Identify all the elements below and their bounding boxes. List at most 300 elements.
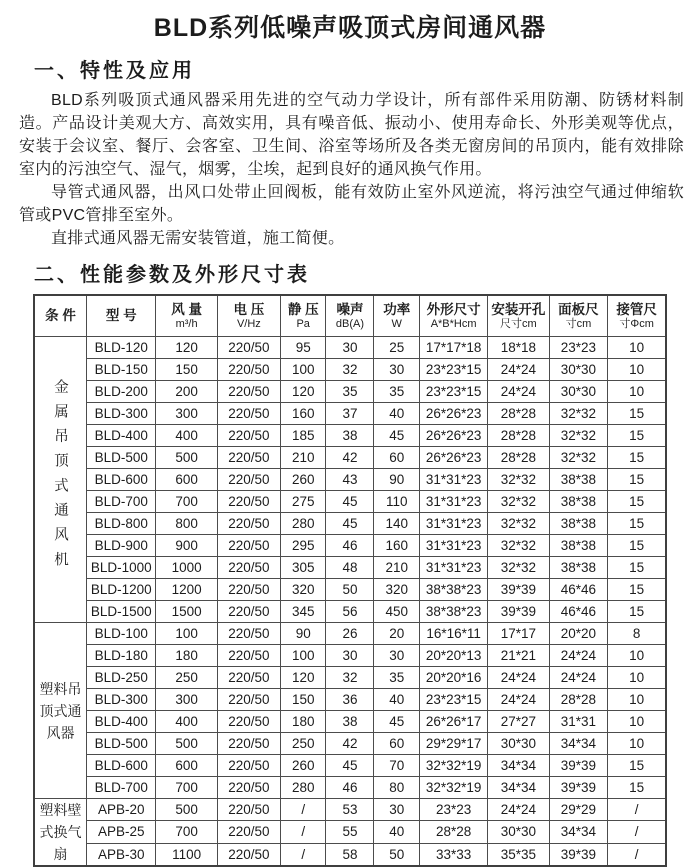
value-cell: 15 <box>608 535 666 557</box>
value-cell: 38 <box>326 425 374 447</box>
model-cell: BLD-100 <box>86 623 156 645</box>
value-cell: / <box>280 821 326 843</box>
value-cell: 38*38 <box>549 513 608 535</box>
column-title: 面板尺 <box>558 301 599 317</box>
value-cell: 10 <box>608 359 666 381</box>
value-cell: 60 <box>374 447 420 469</box>
value-cell: 600 <box>156 469 217 491</box>
table-row <box>34 843 666 866</box>
column-title: 型 号 <box>105 308 137 323</box>
value-cell: 220/50 <box>217 601 280 623</box>
value-cell: 38*38 <box>549 469 608 491</box>
value-cell: 26 <box>326 623 374 645</box>
value-cell: 42 <box>326 733 374 755</box>
column-title: 噪声 <box>336 301 364 317</box>
value-cell: 500 <box>156 733 217 755</box>
value-cell: 700 <box>156 491 217 513</box>
value-cell: 15 <box>608 469 666 491</box>
value-cell: 220/50 <box>217 557 280 579</box>
column-title: 功率 <box>383 301 411 317</box>
value-cell: 200 <box>156 381 217 403</box>
column-header <box>419 295 487 337</box>
value-cell: 53 <box>326 799 374 821</box>
model-cell: BLD-400 <box>86 711 156 733</box>
value-cell: 700 <box>156 821 217 843</box>
paragraph: BLD系列吸顶式通风器采用先进的空气动力学设计，所有部件采用防潮、防锈材料制造。产品设计美观大方、高效实用，具有噪音低、振动小、使用寿命长、外形美观等优点，安装于会议室、餐厅、会客室、卫生间、浴室等场所及各类无窗房间的吊顶内，能有效排除室内的污浊空气、湿气，烟雾，尘埃，起到良好的通风换气作用。 <box>19 92 684 178</box>
value-cell: 38 <box>326 711 374 733</box>
model-cell: BLD-200 <box>86 381 156 403</box>
value-cell: 17*17*18 <box>419 337 487 359</box>
value-cell: 56 <box>326 601 374 623</box>
value-cell: 1100 <box>156 843 217 866</box>
value-cell: 120 <box>280 381 326 403</box>
value-cell: 24*24 <box>488 381 549 403</box>
value-cell: 900 <box>156 535 217 557</box>
value-cell: 30*30 <box>549 359 608 381</box>
value-cell: / <box>608 843 666 866</box>
value-cell: 28*28 <box>419 821 487 843</box>
value-cell: 34*34 <box>549 733 608 755</box>
table-row <box>34 601 666 623</box>
model-cell: BLD-120 <box>86 337 156 359</box>
value-cell: 16*16*11 <box>419 623 487 645</box>
value-cell: 15 <box>608 777 666 799</box>
value-cell: 275 <box>280 491 326 513</box>
value-cell: 180 <box>280 711 326 733</box>
value-cell: 28*28 <box>488 447 549 469</box>
model-cell: APB-20 <box>86 799 156 821</box>
value-cell: 220/50 <box>217 381 280 403</box>
value-cell: 220/50 <box>217 579 280 601</box>
value-cell: 25 <box>374 337 420 359</box>
value-cell: 34*34 <box>488 755 549 777</box>
value-cell: 39*39 <box>549 843 608 866</box>
value-cell: 35 <box>374 667 420 689</box>
value-cell: 40 <box>374 821 420 843</box>
value-cell: 320 <box>374 579 420 601</box>
value-cell: 33*33 <box>419 843 487 866</box>
value-cell: 10 <box>608 733 666 755</box>
value-cell: 700 <box>156 777 217 799</box>
table-row <box>34 667 666 689</box>
value-cell: 80 <box>374 777 420 799</box>
value-cell: 31*31 <box>549 711 608 733</box>
column-header <box>608 295 666 337</box>
value-cell: 220/50 <box>217 667 280 689</box>
column-header <box>156 295 217 337</box>
value-cell: 30 <box>374 645 420 667</box>
column-title: 安装开孔 <box>491 301 546 317</box>
value-cell: 40 <box>374 403 420 425</box>
value-cell: 45 <box>326 755 374 777</box>
value-cell: 30 <box>326 337 374 359</box>
value-cell: 10 <box>608 689 666 711</box>
value-cell: 20*20 <box>549 623 608 645</box>
value-cell: 15 <box>608 403 666 425</box>
value-cell: 90 <box>374 469 420 491</box>
value-cell: 70 <box>374 755 420 777</box>
column-unit: 寸cm <box>565 317 592 330</box>
value-cell: 220/50 <box>217 645 280 667</box>
value-cell: 500 <box>156 447 217 469</box>
value-cell: 280 <box>280 777 326 799</box>
value-cell: 43 <box>326 469 374 491</box>
value-cell: 24*24 <box>549 645 608 667</box>
value-cell: 60 <box>374 733 420 755</box>
value-cell: 220/50 <box>217 513 280 535</box>
column-title: 接管尺 <box>616 301 657 317</box>
paragraph: 导管式通风器，出风口处带止回阀板，能有效防止室外风逆流，将污浊空气通过伸缩软管或PVC管排至室外。 <box>19 184 684 224</box>
value-cell: 39*39 <box>488 579 549 601</box>
value-cell: 40 <box>374 689 420 711</box>
value-cell: 1500 <box>156 601 217 623</box>
value-cell: 500 <box>156 799 217 821</box>
column-header <box>34 295 86 337</box>
value-cell: 23*23 <box>549 337 608 359</box>
column-header <box>217 295 280 337</box>
value-cell: 38*38 <box>549 491 608 513</box>
value-cell: 185 <box>280 425 326 447</box>
column-unit: 尺寸cm <box>500 317 537 330</box>
features-text-block <box>19 89 684 250</box>
value-cell: 17*17 <box>488 623 549 645</box>
value-cell: 220/50 <box>217 733 280 755</box>
spec-table-body <box>34 337 666 867</box>
condition-label: 塑料壁式换气扇 <box>39 802 82 862</box>
section-heading-features: 一、特性及应用 <box>34 60 195 82</box>
value-cell: 37 <box>326 403 374 425</box>
table-row <box>34 755 666 777</box>
condition-cell <box>34 337 86 623</box>
table-row <box>34 733 666 755</box>
column-unit: W <box>391 317 402 330</box>
table-row <box>34 557 666 579</box>
value-cell: 26*26*17 <box>419 711 487 733</box>
value-cell: 50 <box>374 843 420 866</box>
value-cell: 160 <box>374 535 420 557</box>
value-cell: 220/50 <box>217 623 280 645</box>
value-cell: 220/50 <box>217 777 280 799</box>
column-header <box>549 295 608 337</box>
value-cell: 28*28 <box>488 403 549 425</box>
value-cell: 32*32 <box>549 425 608 447</box>
value-cell: 45 <box>326 513 374 535</box>
value-cell: 23*23*15 <box>419 689 487 711</box>
column-title: 条 件 <box>45 308 76 323</box>
value-cell: 10 <box>608 645 666 667</box>
value-cell: 32*32 <box>549 447 608 469</box>
value-cell: 36 <box>326 689 374 711</box>
value-cell: 160 <box>280 403 326 425</box>
table-row <box>34 821 666 843</box>
value-cell: 26*26*23 <box>419 403 487 425</box>
column-unit: m³/h <box>175 317 198 330</box>
value-cell: 345 <box>280 601 326 623</box>
table-row <box>34 337 666 359</box>
table-row <box>34 491 666 513</box>
value-cell: 295 <box>280 535 326 557</box>
value-cell: 220/50 <box>217 799 280 821</box>
value-cell: 220/50 <box>217 755 280 777</box>
spec-table-header-row <box>34 295 666 337</box>
model-cell: APB-30 <box>86 843 156 866</box>
table-row <box>34 513 666 535</box>
condition-cell <box>34 623 86 799</box>
value-cell: 320 <box>280 579 326 601</box>
table-row <box>34 689 666 711</box>
value-cell: 220/50 <box>217 711 280 733</box>
value-cell: 120 <box>156 337 217 359</box>
value-cell: 55 <box>326 821 374 843</box>
value-cell: 18*18 <box>488 337 549 359</box>
value-cell: 15 <box>608 557 666 579</box>
value-cell: 42 <box>326 447 374 469</box>
value-cell: 30 <box>374 359 420 381</box>
value-cell: 20*20*16 <box>419 667 487 689</box>
column-header <box>488 295 549 337</box>
column-header <box>86 295 156 337</box>
value-cell: 300 <box>156 689 217 711</box>
value-cell: 100 <box>280 359 326 381</box>
value-cell: 250 <box>280 733 326 755</box>
value-cell: 15 <box>608 755 666 777</box>
value-cell: 20*20*13 <box>419 645 487 667</box>
spec-table <box>33 294 667 867</box>
value-cell: 260 <box>280 755 326 777</box>
value-cell: 39*39 <box>549 777 608 799</box>
value-cell: 23*23*15 <box>419 381 487 403</box>
value-cell: 35*35 <box>488 843 549 866</box>
value-cell: 220/50 <box>217 491 280 513</box>
value-cell: 210 <box>280 447 326 469</box>
value-cell: 31*31*23 <box>419 513 487 535</box>
value-cell: 90 <box>280 623 326 645</box>
value-cell: 21*21 <box>488 645 549 667</box>
value-cell: 400 <box>156 425 217 447</box>
value-cell: 31*31*23 <box>419 535 487 557</box>
paragraph: 直排式通风器无需安装管道，施工简便。 <box>51 230 345 247</box>
value-cell: 20 <box>374 623 420 645</box>
value-cell: 15 <box>608 425 666 447</box>
value-cell: 23*23*15 <box>419 359 487 381</box>
model-cell: BLD-400 <box>86 425 156 447</box>
table-row <box>34 425 666 447</box>
value-cell: 220/50 <box>217 469 280 491</box>
value-cell: 50 <box>326 579 374 601</box>
value-cell: 48 <box>326 557 374 579</box>
value-cell: 1200 <box>156 579 217 601</box>
condition-cell <box>34 799 86 867</box>
value-cell: 30*30 <box>488 733 549 755</box>
model-cell: APB-25 <box>86 821 156 843</box>
document-page <box>0 8 700 862</box>
table-row <box>34 381 666 403</box>
value-cell: 24*24 <box>488 689 549 711</box>
column-header <box>326 295 374 337</box>
model-cell: BLD-600 <box>86 755 156 777</box>
value-cell: 100 <box>156 623 217 645</box>
model-cell: BLD-500 <box>86 447 156 469</box>
value-cell: 30*30 <box>488 821 549 843</box>
value-cell: 45 <box>374 711 420 733</box>
model-cell: BLD-700 <box>86 777 156 799</box>
column-unit: A*B*Hcm <box>430 317 477 330</box>
value-cell: 32*32 <box>549 403 608 425</box>
model-cell: BLD-1000 <box>86 557 156 579</box>
model-cell: BLD-1500 <box>86 601 156 623</box>
column-unit: dB(A) <box>335 317 365 330</box>
column-title: 静 压 <box>287 301 319 317</box>
value-cell: 32*32 <box>488 557 549 579</box>
value-cell: 10 <box>608 711 666 733</box>
value-cell: 38*38 <box>549 535 608 557</box>
value-cell: 10 <box>608 381 666 403</box>
table-row <box>34 469 666 491</box>
value-cell: 28*28 <box>549 689 608 711</box>
model-cell: BLD-1200 <box>86 579 156 601</box>
value-cell: 26*26*23 <box>419 447 487 469</box>
value-cell: 260 <box>280 469 326 491</box>
table-row <box>34 359 666 381</box>
model-cell: BLD-500 <box>86 733 156 755</box>
value-cell: 150 <box>280 689 326 711</box>
value-cell: 32 <box>326 667 374 689</box>
value-cell: 45 <box>326 491 374 513</box>
section-heading-specs: 二、性能参数及外形尺寸表 <box>34 264 310 286</box>
value-cell: 38*38 <box>549 557 608 579</box>
table-row <box>34 777 666 799</box>
value-cell: 46*46 <box>549 579 608 601</box>
value-cell: 32*32*19 <box>419 777 487 799</box>
value-cell: 15 <box>608 447 666 469</box>
model-cell: BLD-600 <box>86 469 156 491</box>
value-cell: 32*32 <box>488 469 549 491</box>
column-header <box>280 295 326 337</box>
value-cell: 220/50 <box>217 843 280 866</box>
value-cell: 34*34 <box>488 777 549 799</box>
value-cell: 220/50 <box>217 425 280 447</box>
value-cell: 15 <box>608 601 666 623</box>
spec-table-head <box>34 295 666 337</box>
table-row <box>34 535 666 557</box>
value-cell: 32 <box>326 359 374 381</box>
value-cell: 95 <box>280 337 326 359</box>
value-cell: 58 <box>326 843 374 866</box>
column-title: 风 量 <box>171 301 202 317</box>
value-cell: 46 <box>326 535 374 557</box>
value-cell: 31*31*23 <box>419 469 487 491</box>
value-cell: 35 <box>326 381 374 403</box>
model-cell: BLD-150 <box>86 359 156 381</box>
value-cell: 10 <box>608 667 666 689</box>
page-title: BLD系列低噪声吸顶式房间通风器 <box>153 14 547 42</box>
value-cell: 26*26*23 <box>419 425 487 447</box>
value-cell: 120 <box>280 667 326 689</box>
value-cell: 110 <box>374 491 420 513</box>
model-cell: BLD-250 <box>86 667 156 689</box>
value-cell: 220/50 <box>217 447 280 469</box>
table-row <box>34 799 666 821</box>
value-cell: 220/50 <box>217 359 280 381</box>
value-cell: 280 <box>280 513 326 535</box>
value-cell: 39*39 <box>488 601 549 623</box>
model-cell: BLD-180 <box>86 645 156 667</box>
value-cell: 35 <box>374 381 420 403</box>
value-cell: 29*29 <box>549 799 608 821</box>
value-cell: 15 <box>608 579 666 601</box>
value-cell: 140 <box>374 513 420 535</box>
value-cell: 450 <box>374 601 420 623</box>
value-cell: / <box>608 821 666 843</box>
value-cell: 180 <box>156 645 217 667</box>
value-cell: 45 <box>374 425 420 447</box>
value-cell: 27*27 <box>488 711 549 733</box>
value-cell: 31*31*23 <box>419 491 487 513</box>
value-cell: / <box>608 799 666 821</box>
value-cell: 15 <box>608 513 666 535</box>
table-row <box>34 623 666 645</box>
table-row <box>34 579 666 601</box>
value-cell: 10 <box>608 337 666 359</box>
value-cell: 32*32 <box>488 491 549 513</box>
value-cell: 150 <box>156 359 217 381</box>
value-cell: 30 <box>374 799 420 821</box>
model-cell: BLD-900 <box>86 535 156 557</box>
table-row <box>34 447 666 469</box>
condition-label: 金属吊顶式通风机 <box>51 379 68 577</box>
value-cell: 300 <box>156 403 217 425</box>
model-cell: BLD-800 <box>86 513 156 535</box>
column-title: 电 压 <box>233 301 265 317</box>
value-cell: 46*46 <box>549 601 608 623</box>
model-cell: BLD-300 <box>86 403 156 425</box>
value-cell: / <box>280 799 326 821</box>
value-cell: 29*29*17 <box>419 733 487 755</box>
value-cell: 15 <box>608 491 666 513</box>
value-cell: 30 <box>326 645 374 667</box>
value-cell: 38*38*23 <box>419 601 487 623</box>
value-cell: 39*39 <box>549 755 608 777</box>
value-cell: 305 <box>280 557 326 579</box>
column-header <box>374 295 420 337</box>
value-cell: 400 <box>156 711 217 733</box>
table-row <box>34 645 666 667</box>
model-cell: BLD-700 <box>86 491 156 513</box>
value-cell: 8 <box>608 623 666 645</box>
value-cell: 250 <box>156 667 217 689</box>
value-cell: 100 <box>280 645 326 667</box>
value-cell: 32*32 <box>488 535 549 557</box>
value-cell: 210 <box>374 557 420 579</box>
value-cell: 28*28 <box>488 425 549 447</box>
table-row <box>34 403 666 425</box>
value-cell: 220/50 <box>217 689 280 711</box>
value-cell: 800 <box>156 513 217 535</box>
value-cell: 24*24 <box>488 799 549 821</box>
column-unit: V/Hz <box>236 317 261 330</box>
value-cell: 32*32*19 <box>419 755 487 777</box>
value-cell: 1000 <box>156 557 217 579</box>
value-cell: 220/50 <box>217 337 280 359</box>
value-cell: 220/50 <box>217 821 280 843</box>
column-title: 外形尺寸 <box>426 301 481 317</box>
table-row <box>34 711 666 733</box>
value-cell: 34*34 <box>549 821 608 843</box>
value-cell: 600 <box>156 755 217 777</box>
model-cell: BLD-300 <box>86 689 156 711</box>
value-cell: 31*31*23 <box>419 557 487 579</box>
column-unit: 寸Φcm <box>619 317 654 330</box>
